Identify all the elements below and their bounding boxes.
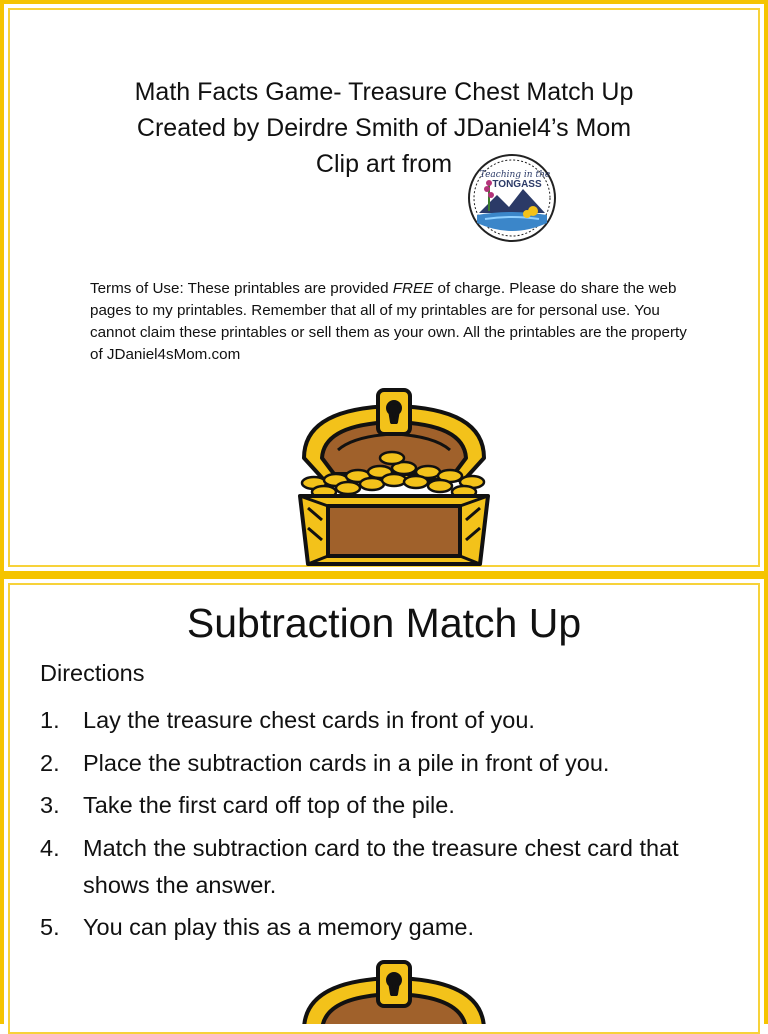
step-text: You can play this as a memory game.	[83, 914, 474, 940]
step-number: 2.	[40, 749, 60, 776]
list-item	[40, 830, 740, 904]
list-item	[40, 702, 740, 739]
step-text: Match the subtraction card to the treasure chest card that shows the answer.	[83, 834, 679, 898]
terms-of-use	[90, 278, 690, 366]
creator-line: Created by Deirdre Smith of JDaniel4’s Mom	[136, 114, 632, 142]
game-title: Math Facts Game- Treasure Chest Match Up	[134, 78, 634, 106]
terms-free-emphasis: FREE	[392, 280, 434, 297]
directions-card-title: Subtraction Match Up	[186, 600, 582, 646]
list-item	[40, 787, 740, 824]
teaching-in-the-tongass-logo	[467, 153, 557, 243]
treasure-chest-icon	[294, 960, 494, 1024]
directions-list	[40, 702, 740, 952]
step-number: 4.	[40, 834, 60, 861]
step-text: Lay the treasure chest cards in front of you.	[83, 707, 535, 733]
step-text: Place the subtraction cards in a pile in front of you.	[83, 749, 610, 776]
directions-label: Directions	[40, 660, 145, 686]
step-number: 1.	[40, 707, 60, 733]
step-number: 5.	[40, 914, 60, 940]
step-number: 3.	[40, 792, 60, 818]
logo-text-main: TONGASS	[492, 179, 542, 190]
clip-art-label: Clip art from	[315, 150, 453, 178]
treasure-chest-icon	[294, 388, 494, 568]
cover-title-block	[0, 74, 768, 182]
list-item	[40, 909, 740, 946]
list-item	[40, 745, 740, 782]
step-text: Take the first card off top of the pile.	[83, 792, 455, 818]
logo-text-top: Teaching in the	[479, 170, 551, 180]
terms-text-start: Terms of Use: These printables are provided	[90, 280, 393, 297]
terms-text-end: of charge. Please do share the web pages to my printables. Remember that all of my printables are for personal use. You cannot claim these printables or sell them as your own. All the printables are the property of JDaniel4sMom.com	[90, 280, 687, 363]
